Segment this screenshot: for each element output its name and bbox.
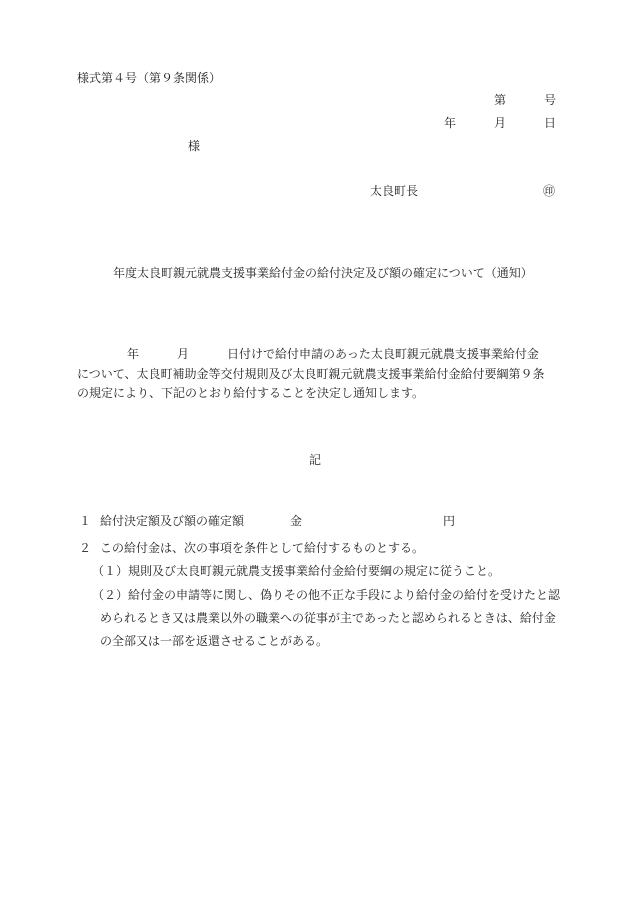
item-1-kin: 金	[290, 514, 303, 528]
document-title: 年度太良町親元就農支援事業給付金の給付決定及び額の確定について（通知）	[113, 266, 533, 280]
body-date-year: 年	[127, 347, 140, 361]
sub-item-1: （１）規則及び太良町親元就農支援事業給付金給付要綱の規定に従うこと。	[92, 564, 501, 578]
item-1-number: １	[79, 514, 92, 528]
sub-item-2-line-3: の全部又は一部を返還させることがある。	[100, 634, 329, 648]
body-line-3: の規定により、下記のとおり給付することを決定し通知します。	[77, 386, 425, 400]
body-line-1: 日付けで給付申請のあった太良町親元就農支援事業給付金	[227, 347, 539, 361]
ki-heading: 記	[309, 453, 322, 467]
form-label: 様式第４号（第９条関係）	[77, 71, 222, 85]
sender-name: 太良町長	[370, 184, 419, 198]
item-1-yen: 円	[443, 514, 456, 528]
item-2-text: この給付金は、次の事項を条件として給付するものとする。	[100, 541, 425, 555]
body-line-2: について、太良町補助金等交付規則及び太良町親元就農支援事業給付金給付要綱第９条	[77, 367, 545, 381]
addressee-suffix: 様	[188, 139, 201, 153]
body-date-month: 月	[177, 347, 190, 361]
item-1-label: 給付決定額及び額の確定額	[100, 514, 245, 528]
item-2-number: ２	[79, 541, 92, 555]
issue-date-month: 月	[494, 116, 507, 130]
document-number-prefix: 第	[494, 93, 507, 107]
sub-item-2-line-2: められるとき又は農業以外の職業への従事が主であったと認められるときは、給付金	[100, 611, 556, 625]
sub-item-2-line-1: （２）給付金の申請等に関し、偽りその他不正な手段により給付金の給付を受けたと認	[92, 588, 561, 602]
document-number-suffix: 号	[544, 93, 557, 107]
seal-mark: ㊞	[543, 184, 556, 198]
issue-date-day: 日	[544, 116, 557, 130]
issue-date-year: 年	[444, 116, 457, 130]
